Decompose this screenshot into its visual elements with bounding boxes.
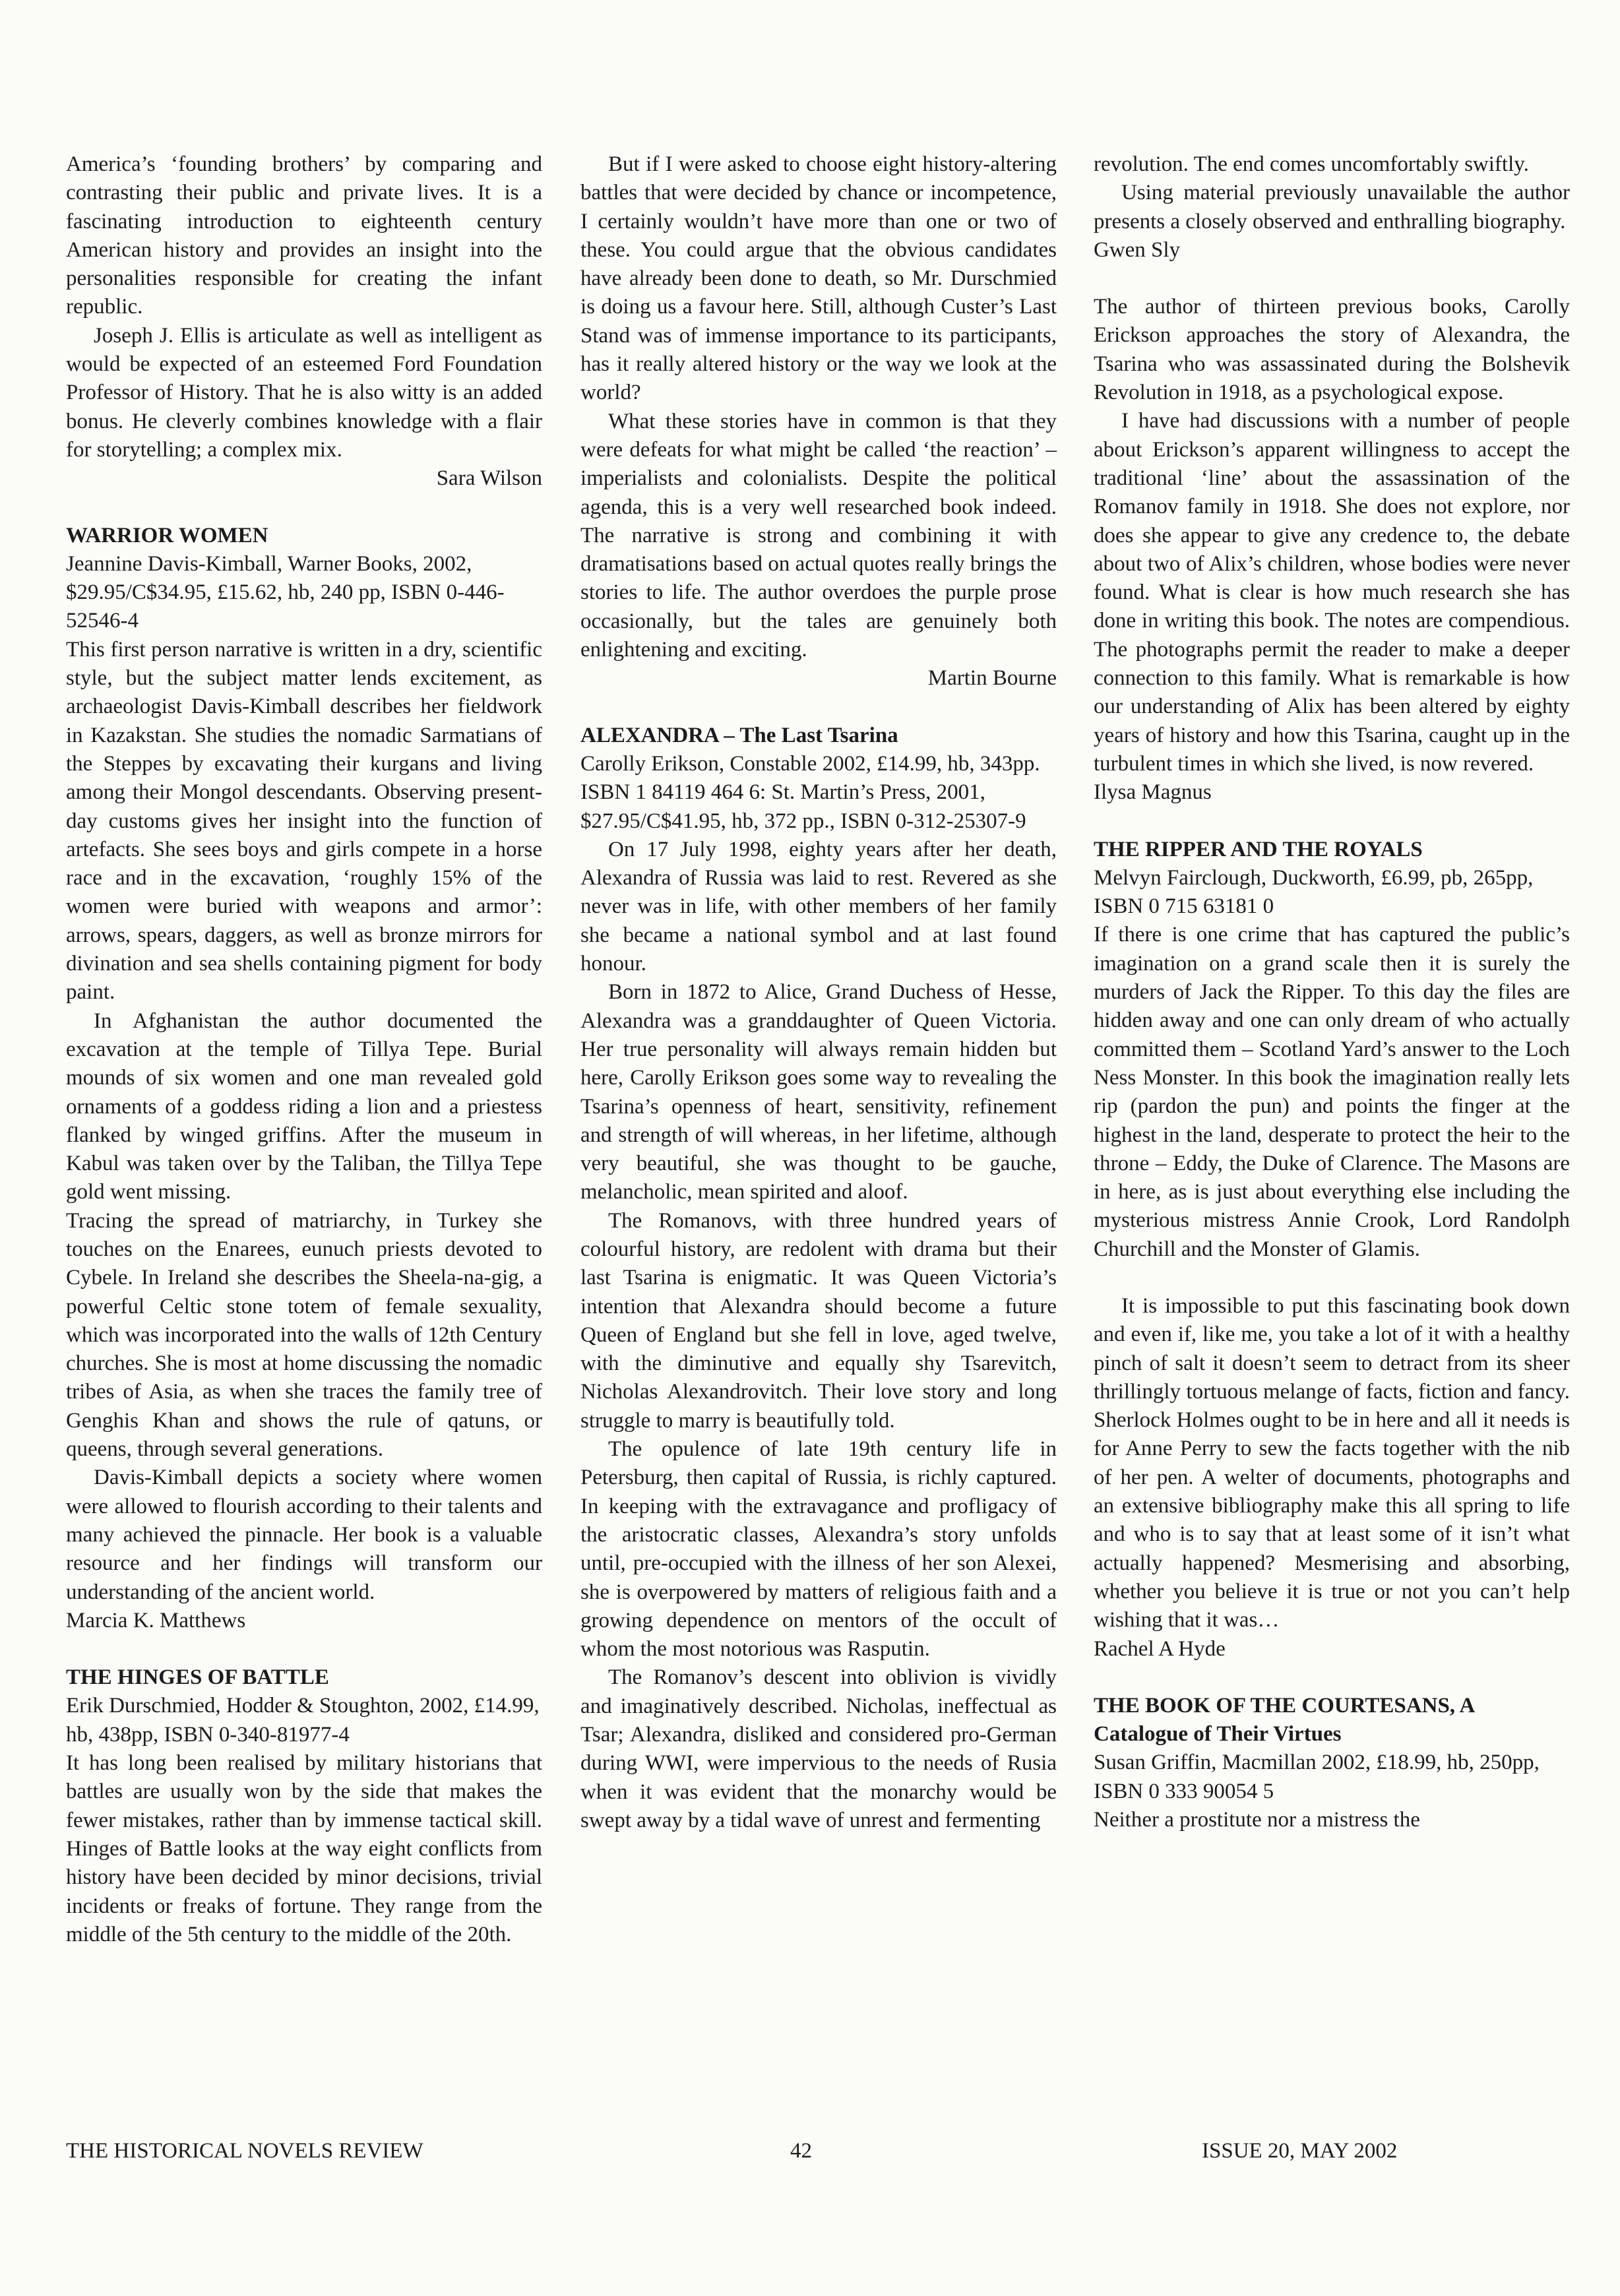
reviewer-signature: Rachel A Hyde — [1094, 1636, 1226, 1661]
review-heading: THE RIPPER AND THE ROYALS — [1094, 837, 1423, 861]
book-metadata: Jeannine Davis-Kimball, Warner Books, 2002, $29.95/C$34.95, £15.62, hb, 240 pp, ISBN 0-446-52546-4 — [66, 551, 505, 633]
paragraph: On 17 July 1998, eighty years after her death, Alexandra of Russia was laid to rest. Revered as she never was in life, with other members of her family she became a national symbol and at last found honour. — [580, 837, 1057, 976]
paragraph: If there is one crime that has captured the public’s imagination on a grand scale then it is surely the murders of Jack the Ripper. To this day the files are hidden away and one can only dream of who actually committed them – Scotland Yard’s answer to the Loch Ness Monster. In this book the imagination really lets rip (pardon the pun) and points the finger at the highest in the land, desperate to protect the heir to the throne – Eddy, the Duke of Clarence. The Masons are in here, as is just about everything else including the mysterious mistress Annie Crook, Lord Randolph Churchill and the Monster of Glamis. — [1094, 923, 1570, 1261]
paragraph: The Romanovs, with three hundred years of colourful history, are redolent with drama but their last Tsarina is enigmatic. It was Queen Victoria’s intention that Alexandra should become a future Queen of England but she fell in love, aged twelve, with the diminutive and equally shy Tsarevitch, Nicholas Alexandrovitch. Their love story and long struggle to marry is beautifully told. — [580, 1208, 1057, 1433]
reviewer-signature: Martin Bourne — [927, 666, 1057, 691]
paragraph: It is impossible to put this fascinating book down and even if, like me, you take a lot of it with a healthy pinch of salt it doesn’t seem to detract from its sheer thrillingly tortuous melange of facts, fiction and fancy. Sherlock Holmes ought to be in here and all it needs is for Anne Perry to sew the facts together with the nib of her pen. A welter of documents, photographs and an extensive bibliography make this all spring to life and who is to say that at least some of it isn’t what actually happened? Mesmerising and absorbing, whether you believe it is true or not you can’t help wishing that it was… — [1094, 1293, 1570, 1632]
paragraph: revolution. The end comes uncomfortably swiftly. — [1094, 152, 1529, 176]
book-metadata: Erik Durschmied, Hodder & Stoughton, 2002, £14.99, hb, 438pp, ISBN 0-340-81977-4 — [66, 1694, 540, 1747]
paragraph: I have had discussions with a number of people about Erickson’s apparent willingness to accept the traditional ‘line’ about the assassination of the Romanov family in 1918. She does not explore, nor does she appear to give any credence to, the debate about two of Alix’s children, whose bodies were never found. What is clear is how much research she has done in writing this book. The notes are compendious. The photographs permit the reader to make a deeper connection to this family. What is remarkable is how our understanding of Alix has been altered by eighty years of history and how this Tsarina, caught up in the turbulent times in which she lived, is now revered. — [1094, 409, 1570, 776]
reviewer-signature: Gwen Sly — [1094, 237, 1181, 262]
paragraph: The Romanov’s descent into oblivion is vividly and imaginatively described. Nicholas, ineffectual as Tsar; Alexandra, disliked and considered pro-German during WWI, were impervious to the needs of Rusia when it was evident that the monarchy would be swept away by a tidal wave of unrest and fermenting — [580, 1665, 1057, 1832]
paragraph: America’s ‘founding brothers’ by comparing and contrasting their public and private lives. It is a fascinating introduction to eighteenth century American history and provides an insight into the personalities responsible for creating the infant republic. — [66, 152, 542, 319]
book-metadata: Susan Griffin, Macmillan 2002, £18.99, hb, 250pp, ISBN 0 333 90054 5 — [1094, 1751, 1540, 1803]
reviewer-signature: Marcia K. Matthews — [66, 1608, 246, 1632]
review-heading: THE BOOK OF THE COURTESANS, A Catalogue of Their Virtues — [1094, 1693, 1474, 1747]
paragraph: Davis-Kimball depicts a society where women were allowed to flourish according to their talents and many achieved the pinnacle. Her book is a valuable resource and her findings will transform our understanding of the ancient world. — [66, 1466, 542, 1604]
book-metadata: Melvyn Fairclough, Duckworth, £6.99, pb, 265pp, ISBN 0 715 63181 0 — [1094, 865, 1534, 919]
column-left — [66, 150, 542, 1949]
paragraph: It has long been realised by military historians that battles are usually won by the side that makes the fewer mistakes, rather than by immense tactical skill. Hinges of Battle looks at the way eight conflicts from history have been decided by minor decisions, trivial incidents or freaks of fortune. They range from the middle of the 5th century to the middle of the 20th. — [66, 1751, 542, 1946]
paragraph: This first person narrative is written in a dry, scientific style, but the subject matter lends excitement, as archaeologist Davis-Kimball describes her fieldwork in Kazakstan. She studies the nomadic Sarmatians of the Steppes by excavating their kurgans and living among their Mongol descendants. Observing present-day customs gives her insight into the function of artefacts. She sees boys and girls compete in a horse race and in the excavation, ‘roughly 15% of the women were buried with weapons and armor’: arrows, spears, daggers, as well as bronze mirrors for divination and sea shells containing pigment for body paint. — [66, 637, 542, 1005]
review-heading: WARRIOR WOMEN — [66, 523, 268, 547]
paragraph: In Afghanistan the author documented the excavation at the temple of Tillya Tepe. Burial mounds of six women and one man revealed gold ornaments of a goddess riding a lion and a priestess flanked by winged griffins. After the museum in Kabul was taken over by the Taliban, the Tillya Tepe gold went missing. — [66, 1008, 542, 1204]
paragraph: But if I were asked to choose eight history-altering battles that were decided by chance or incompetence, I certainly wouldn’t have more than one or two of these. You could argue that the obvious candidates have already been done to death, so Mr. Durschmied is doing us a favour here. Still, although Custer’s Last Stand was of immense importance to its participants, has it really altered history or the way we look at the world? — [580, 152, 1057, 405]
reviewer-signature: Sara Wilson — [436, 466, 542, 491]
book-metadata: Carolly Erikson, Constable 2002, £14.99, hb, 343pp. ISBN 1 84119 464 6: St. Martin’s Press, 2001, $27.95/C$41.95, hb, 372 pp., ISBN 0-312-25307-9 — [580, 751, 1040, 833]
reviewer-signature: Ilysa Magnus — [1094, 780, 1212, 805]
paragraph: Using material previously unavailable the author presents a closely observed and enthralling biography. — [1094, 181, 1570, 233]
footer-issue: ISSUE 20, MAY 2002 — [1202, 2139, 1398, 2163]
paragraph: Born in 1872 to Alice, Grand Duchess of Hesse, Alexandra was a granddaughter of Queen Victoria. Her true personality will always remain hidden but here, Carolly Erikson goes some way to revealing the Tsarina’s openness of heart, sensitivity, refinement and strength of will whereas, in her lifetime, although very beautiful, she was thought to be gauche, melancholic, mean spirited and aloof. — [580, 980, 1057, 1204]
paragraph: Joseph J. Ellis is articulate as well as intelligent as would be expected of an esteemed Ford Foundation Professor of History. That he is also witty is an added bonus. He cleverly combines knowledge with a flair for storytelling; a complex mix. — [66, 323, 542, 462]
paragraph: The author of thirteen previous books, Carolly Erickson approaches the story of Alexandra, the Tsarina who was assassinated during the Bolshevik Revolution in 1918, as a psychological expose. — [1094, 295, 1570, 405]
paragraph: Neither a prostitute nor a mistress the — [1094, 1808, 1420, 1832]
paragraph: The opulence of late 19th century life in Petersburg, then capital of Russia, is richly captured. In keeping with the extravagance and profligacy of the aristocratic classes, Alexandra’s story unfolds until, pre-occupied with the illness of her son Alexei, she is overpowered by matters of religious faith and a growing dependence on mentors of the occult of whom the most notorious was Rasputin. — [580, 1437, 1057, 1661]
paragraph: What these stories have in common is that they were defeats for what might be called ‘the reaction’ – imperialists and colonialists. Despite the political agenda, this is a very well researched book indeed. The narrative is strong and combining it with dramatisations based on actual quotes really brings the stories to life. The author overdoes the purple prose occasionally, but the tales are genuinely both enlightening and exciting. — [580, 409, 1057, 662]
review-heading: THE HINGES OF BATTLE — [66, 1665, 329, 1690]
page-number: 42 — [790, 2139, 812, 2163]
review-heading: ALEXANDRA – The Last Tsarina — [580, 723, 898, 747]
paragraph: Tracing the spread of matriarchy, in Turkey she touches on the Enarees, eunuch priests devoted to Cybele. In Ireland she describes the Sheela-na-gig, a powerful Celtic stone totem of female sexuality, which was incorporated into the walls of 12th Century churches. She is most at home discussing the nomadic tribes of Asia, as when she traces the family tree of Genghis Khan and shows the rule of qatuns, or queens, through several generations. — [66, 1208, 542, 1462]
footer-publication-title: THE HISTORICAL NOVELS REVIEW — [66, 2139, 423, 2163]
column-middle — [580, 150, 1057, 1835]
column-right — [1094, 150, 1570, 1834]
